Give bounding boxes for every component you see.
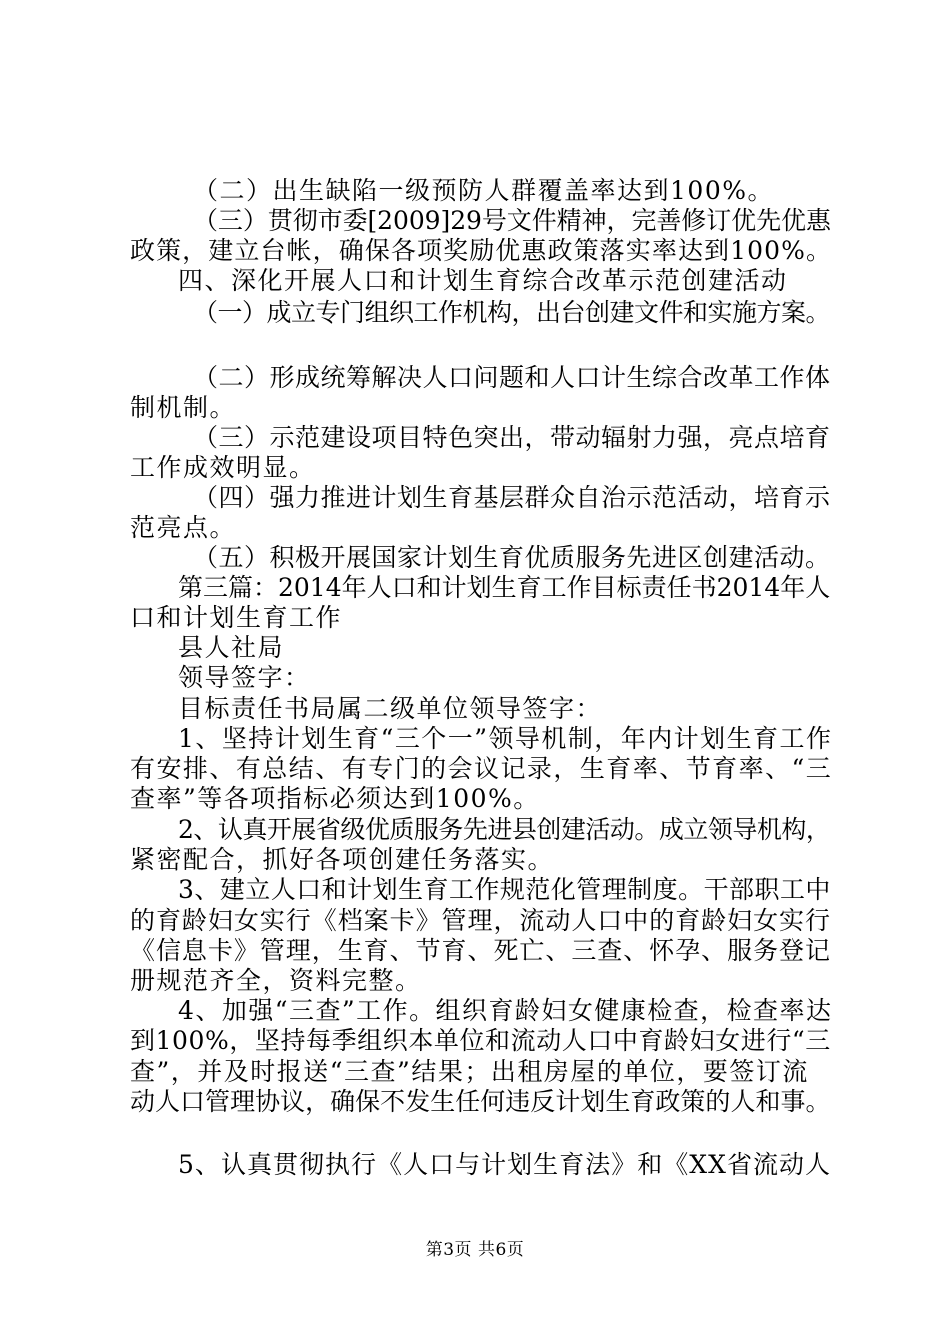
paragraph-line: （一）成立专门组织工作机构，出台创建文件和实施方案。	[193, 298, 831, 327]
paragraph-line: 的育龄妇女实行《档案卡》管理，流动人口中的育龄妇女实行	[130, 906, 831, 935]
page-number: 第3页 共6页	[425, 1240, 525, 1260]
paragraph-line: （五）积极开展国家计划生育优质服务先进区创建活动。	[193, 543, 831, 572]
paragraph-line: 到100%，坚持每季组织本单位和流动人口中育龄妇女进行“三	[130, 1026, 831, 1055]
paragraph-line: 查率”等各项指标必须达到100%。	[130, 784, 540, 813]
paragraph-line: 制机制。	[130, 393, 237, 422]
section-heading: 第三篇：2014年人口和计划生育工作目标责任书2014年人	[178, 573, 831, 602]
paragraph-line: （二）出生缺陷一级预防人群覆盖率达到100%。	[193, 176, 774, 205]
paragraph-line: （三）贯彻市委[2009]29号文件精神，完善修订优先优惠	[193, 206, 831, 235]
paragraph-line: 领导签字：	[178, 663, 311, 692]
paragraph-line: 目标责任书局属二级单位领导签字：	[178, 694, 603, 723]
section-heading: 口和计划生育工作	[130, 603, 343, 632]
paragraph-line: 册规范齐全，资料完整。	[130, 966, 422, 995]
paragraph-line: 4、加强“三查”工作。组织育龄妇女健康检查，检查率达	[178, 996, 833, 1025]
paragraph-line: 动人口管理协议，确保不发生任何违反计划生育政策的人和事。	[130, 1087, 831, 1116]
paragraph-line: 查”，并及时报送“三查”结果；出租房屋的单位，要签订流	[130, 1057, 809, 1086]
paragraph-line: （二）形成统筹解决人口问题和人口计生综合改革工作体	[193, 363, 831, 392]
paragraph-line: 《信息卡》管理，生育、节育、死亡、三查、怀孕、服务登记	[130, 936, 831, 965]
paragraph-line: （四）强力推进计划生育基层群众自治示范活动，培育示	[193, 483, 831, 512]
section-heading: 四、深化开展人口和计划生育综合改革示范创建活动	[178, 266, 788, 295]
page-footer	[0, 1239, 950, 1261]
paragraph-line: 县人社局	[178, 633, 285, 662]
paragraph-line: 3、建立人口和计划生育工作规范化管理制度。干部职工中	[178, 875, 831, 904]
paragraph-line: 工作成效明显。	[130, 453, 316, 482]
paragraph-line: 2、认真开展省级优质服务先进县创建活动。成立领导机构，	[178, 815, 831, 844]
paragraph-line: 5、认真贯彻执行《人口与计划生育法》和《XX省流动人	[178, 1150, 832, 1179]
paragraph-line: 政策，建立台帐，确保各项奖励优惠政策落实率达到100%。	[130, 236, 833, 265]
paragraph-line: 1、坚持计划生育“三个一”领导机制，年内计划生育工作	[178, 724, 833, 753]
paragraph-line: 有安排、有总结、有专门的会议记录，生育率、节育率、“三	[130, 754, 833, 783]
paragraph-line: 范亮点。	[130, 513, 237, 542]
paragraph-line: （三）示范建设项目特色突出，带动辐射力强，亮点培育	[193, 423, 831, 452]
paragraph-line: 紧密配合，抓好各项创建任务落实。	[130, 845, 555, 874]
